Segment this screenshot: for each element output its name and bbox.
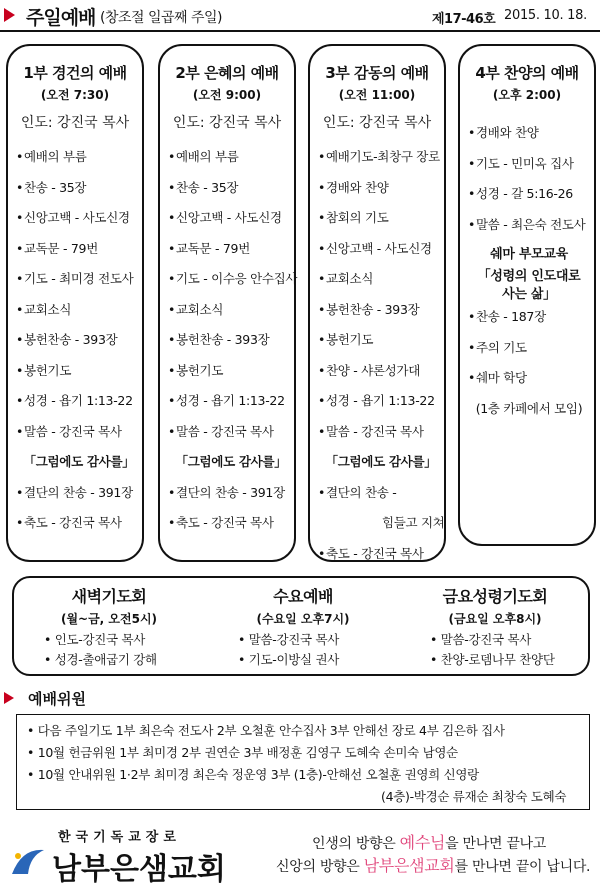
order-item-text: 교회소식: [24, 301, 72, 317]
order-item: [318, 392, 440, 423]
bullet-icon: •: [318, 179, 326, 195]
midweek-dawn-prayer: [14, 578, 204, 674]
order-item-text: 교회소식: [326, 271, 374, 286]
midweek-items: [238, 630, 339, 670]
bullet-icon: •: [16, 362, 24, 378]
order-item: [168, 240, 290, 271]
order-item: [168, 484, 290, 515]
bullet-icon: •: [168, 271, 176, 286]
bullet-icon: •: [238, 632, 249, 647]
order-item-text: 기도 - 최미경 전도사: [24, 271, 134, 286]
bullet-icon: •: [318, 362, 326, 378]
church-mark-icon: [8, 844, 48, 878]
order-item-text: 예배의 부름: [24, 149, 87, 164]
order-item-text: 교독문 - 79번: [176, 240, 250, 256]
order-item: [318, 484, 440, 515]
order-item-text: 교회소식: [176, 301, 224, 317]
order-item: [16, 179, 138, 210]
order-item: [168, 392, 290, 423]
ushers-title: 예배위원: [28, 690, 86, 708]
bullet-icon: •: [44, 632, 55, 647]
bullet-icon: •: [44, 652, 55, 667]
sermon-title: [468, 286, 590, 308]
bullet-icon: •: [16, 484, 24, 500]
midweek-time: (수요일 오후7시): [256, 612, 350, 626]
order-item-text: 예배의 부름: [176, 149, 239, 164]
ushers-row-prayer: • 다음 주일기도 1부 최은숙 전도사 2부 오철훈 안수집사 3부 안해선 장로 4부 김은하 집사: [27, 723, 505, 738]
order-item: [318, 331, 440, 362]
order-item-text: 「성령의 인도대로: [477, 269, 581, 284]
service-time: (오전 9:00): [192, 88, 262, 102]
motto-highlight-jesus: 예수님: [399, 833, 446, 852]
ushers-row-guide: • 10월 안내위원 1·2부 최미경 최은숙 정운영 3부 (1층)-안해선 오철훈 권영희 신영랑: [27, 767, 479, 782]
sermon-title: [16, 453, 138, 484]
order-item: [318, 301, 440, 332]
order-item-text: 봉헌찬송 - 393장: [326, 301, 420, 317]
order-item: [468, 216, 590, 247]
order-item-text: 봉헌기도: [24, 362, 72, 378]
order-item-text: 말씀 - 강진국 목사: [326, 423, 424, 439]
bullet-icon: •: [168, 179, 176, 195]
order-item-text: 「그럼에도 감사를」: [325, 454, 437, 469]
service-order-list: [168, 148, 298, 545]
ushers-row-guide-4f: (4층)-박경순 류재순 최창숙 도혜숙: [381, 789, 567, 804]
order-item: [16, 209, 138, 240]
midweek-item-text: 인도-강진국 목사: [54, 632, 146, 647]
midweek-name: 새벽기도회: [71, 587, 147, 606]
service-leader: 인도: 강진국 목사: [322, 115, 432, 131]
order-item-text: 기도 - 민미옥 집사: [476, 155, 574, 171]
order-item-text: 봉헌기도: [176, 362, 224, 378]
midweek-item-text: 말씀-강진국 목사: [248, 632, 340, 647]
bullet-icon: •: [16, 301, 24, 317]
order-item-text: 찬양 - 샤론성가대: [326, 362, 420, 378]
midweek-name: 금요성령기도회: [442, 587, 548, 606]
bullet-icon: •: [468, 186, 476, 201]
bullet-icon: •: [430, 652, 441, 667]
midweek-items: [430, 630, 555, 670]
order-item: [318, 423, 440, 454]
order-item: [16, 240, 138, 271]
bullet-icon: •: [318, 393, 326, 408]
order-item-text: 성경 - 욥기 1:13-22: [326, 393, 435, 408]
bulletin-header: [0, 0, 600, 30]
order-item-text: 쉐마 학당: [476, 370, 527, 385]
page-title: 주일예배: [26, 7, 96, 29]
order-item-text: 봉헌찬송 - 393장: [176, 332, 270, 347]
order-item-text: 봉헌찬송 - 393장: [24, 332, 118, 347]
service-order-list: [318, 148, 445, 575]
order-item: [468, 369, 590, 400]
order-item: [468, 124, 590, 155]
bullet-icon: •: [318, 210, 326, 225]
bullet-icon: •: [318, 484, 326, 500]
service-name: 1부 경건의 예배: [23, 64, 127, 82]
order-item: [16, 301, 138, 332]
service-time: (오후 2:00): [492, 88, 562, 102]
ushers-row-offering: • 10월 헌금위원 1부 최미경 2부 권연순 3부 배정훈 김영구 도혜숙 손미숙 남영순: [27, 745, 458, 760]
bullet-icon: •: [16, 393, 24, 408]
order-item-text: 찬송 - 35장: [24, 179, 87, 195]
sermon-title: [468, 246, 590, 268]
midweek-item-text: 기도-이방실 권사: [248, 652, 340, 667]
order-item-text: 신앙고백 - 사도신경: [176, 210, 282, 225]
order-item-text: 성경 - 욥기 1:13-22: [176, 393, 285, 408]
order-item-text: 사는 삶」: [502, 287, 556, 302]
order-item-text: 기도 - 이수응 안수집사: [176, 271, 298, 286]
ushers-box: [16, 714, 590, 810]
midweek-time: (월~금, 오전5시): [60, 612, 158, 626]
bullet-icon: •: [238, 652, 249, 667]
bullet-icon: •: [468, 339, 476, 355]
service-leader: 인도: 강진국 목사: [20, 115, 130, 131]
bullet-icon: •: [318, 545, 326, 561]
order-item-text: 주의 기도: [476, 339, 527, 355]
service-name: 3부 감동의 예배: [325, 64, 429, 82]
bullet-icon: •: [318, 149, 326, 164]
order-item: [318, 148, 440, 179]
order-item: [168, 209, 290, 240]
bullet-icon: •: [16, 149, 24, 164]
bullet-icon: •: [16, 240, 24, 256]
service-time: (오전 7:30): [40, 88, 110, 102]
order-item-text: 축도 - 강진국 목사: [176, 515, 274, 530]
order-item-text: 경배와 찬양: [326, 179, 389, 195]
header-rule: [0, 30, 600, 32]
order-item-text: 결단의 찬송 -: [326, 484, 397, 500]
bullet-icon: •: [16, 271, 24, 286]
bullet-icon: •: [430, 632, 441, 647]
bullet-icon: •: [16, 423, 24, 439]
bullet-icon: •: [168, 301, 176, 317]
midweek-item: [238, 630, 339, 650]
bullet-icon: •: [468, 125, 476, 140]
midweek-name: 수요예배: [273, 587, 333, 606]
midweek-item-text: 말씀-강진국 목사: [440, 632, 532, 647]
midweek-items: [44, 630, 157, 670]
midweek-friday-prayer: [400, 578, 590, 674]
order-item-text: 힘들고 지쳐: [382, 515, 445, 530]
order-item: [16, 362, 138, 393]
order-item-text: 쉐마 부모교육: [490, 247, 568, 262]
midweek-services-box: [12, 576, 590, 676]
church-motto: [262, 832, 594, 878]
bullet-icon: •: [168, 515, 176, 530]
order-item: [468, 185, 590, 216]
bullet-icon: •: [318, 240, 326, 256]
order-item-text: 신앙고백 - 사도신경: [24, 210, 130, 225]
service-order-list: [16, 148, 138, 545]
order-item-text: 교독문 - 79번: [24, 240, 98, 256]
order-item-text: 성경 - 갈 5:16-26: [476, 186, 573, 201]
triangle-bullet-icon: [4, 8, 15, 22]
bullet-icon: •: [16, 210, 24, 225]
order-item: [168, 423, 290, 454]
order-item: [468, 400, 590, 431]
midweek-time: (금요일 오후8시): [448, 612, 542, 626]
denomination-label: 한국기독교장로: [58, 830, 181, 845]
order-item: [168, 362, 290, 393]
triangle-bullet-icon: [4, 692, 14, 704]
order-item: [16, 392, 138, 423]
service-name: 2부 은혜의 예배: [175, 64, 279, 82]
midweek-item: [44, 630, 157, 650]
order-item-text: 「그럼에도 감사를」: [175, 454, 287, 469]
service-box-4: [458, 44, 596, 546]
order-item-text: 결단의 찬송 - 391장: [176, 484, 285, 500]
service-order-list: [468, 124, 590, 430]
order-item-text: 말씀 - 최은숙 전도사: [476, 216, 586, 232]
service-time: (오전 11:00): [338, 88, 416, 102]
midweek-item-text: 찬양-로뎀나무 찬양단: [440, 652, 555, 667]
order-item: [168, 179, 290, 210]
motto-line-2: 신앙의 방향은 남부은샘교회를 만나면 끝이 납니다.: [276, 856, 591, 875]
church-logo: [6, 822, 246, 887]
order-item: [468, 308, 590, 339]
order-item-text: 말씀 - 강진국 목사: [24, 423, 122, 439]
midweek-item-text: 성경-출애굽기 강해: [54, 652, 157, 667]
service-box-2: [158, 44, 296, 562]
order-item: [16, 514, 138, 545]
order-item: [318, 179, 440, 210]
bullet-icon: •: [168, 240, 176, 256]
bullet-icon: •: [468, 309, 476, 324]
church-name: 남부은샘교회: [52, 852, 226, 887]
service-box-1: [6, 44, 144, 562]
order-item: [318, 514, 445, 545]
bullet-icon: •: [318, 332, 326, 347]
sermon-title: [468, 268, 590, 286]
order-item: [318, 240, 440, 271]
service-name: 4부 찬양의 예배: [475, 64, 579, 82]
issue-date: 2015. 10. 18.: [504, 8, 587, 23]
order-item: [16, 423, 138, 454]
order-item: [16, 484, 138, 515]
order-item: [318, 209, 440, 240]
order-item-text: 성경 - 욥기 1:13-22: [24, 393, 133, 408]
order-item-text: 신앙고백 - 사도신경: [326, 240, 432, 256]
bullet-icon: •: [168, 393, 176, 408]
motto-highlight-church: 남부은샘교회: [363, 856, 455, 875]
order-item-text: 봉헌기도: [326, 332, 374, 347]
order-item: [168, 301, 290, 332]
bullet-icon: •: [168, 149, 176, 164]
order-item-text: 말씀 - 강진국 목사: [176, 423, 274, 439]
order-item: [318, 270, 440, 301]
sermon-title: [168, 453, 290, 484]
order-item-text: 참회의 기도: [326, 210, 389, 225]
bullet-icon: •: [468, 216, 476, 232]
bullet-icon: •: [168, 332, 176, 347]
midweek-item: [430, 650, 555, 670]
bullet-icon: •: [318, 271, 326, 286]
bullet-icon: •: [318, 301, 326, 317]
motto-line-1: 인생의 방향은 예수님을 만나면 끝나고: [312, 833, 546, 852]
order-item-text: 예배기도-최창구 장로: [326, 149, 440, 164]
bullet-icon: •: [16, 332, 24, 347]
midweek-item: [430, 630, 555, 650]
service-box-3: [308, 44, 446, 562]
order-item-text: 찬송 - 187장: [476, 309, 546, 324]
order-item: [16, 148, 138, 179]
bullet-icon: •: [168, 423, 176, 439]
issue-number: 제17-46호: [432, 12, 496, 27]
bullet-icon: •: [168, 210, 176, 225]
bullet-icon: •: [168, 484, 176, 500]
bullet-icon: •: [468, 370, 476, 385]
midweek-item: [238, 650, 339, 670]
order-item: [16, 331, 138, 362]
order-item-text: (1층 카페에서 모임): [475, 400, 583, 416]
bullet-icon: •: [16, 515, 24, 530]
order-item-text: 축도 - 강진국 목사: [24, 515, 122, 530]
order-item: [168, 148, 290, 179]
bullet-icon: •: [318, 423, 326, 439]
bullet-icon: •: [468, 155, 476, 171]
order-item: [318, 545, 440, 576]
page-subtitle: (창조절 일곱째 주일): [100, 10, 223, 26]
order-item-text: 결단의 찬송 - 391장: [24, 484, 133, 500]
order-item-text: 경배와 찬양: [476, 125, 539, 140]
order-item: [318, 362, 440, 393]
order-item: [168, 331, 290, 362]
order-item: [168, 514, 290, 545]
sermon-title: [318, 453, 440, 484]
bullet-icon: •: [168, 362, 176, 378]
midweek-item: [44, 650, 157, 670]
order-item-text: 「그럼에도 감사를」: [23, 454, 135, 469]
order-item: [468, 339, 590, 370]
order-item-text: 축도 - 강진국 목사: [326, 545, 424, 561]
order-item: [168, 270, 298, 301]
order-item: [16, 270, 138, 301]
ushers-section-header: [4, 688, 304, 708]
order-item: [468, 155, 590, 186]
service-leader: 인도: 강진국 목사: [172, 115, 282, 131]
bullet-icon: •: [16, 179, 24, 195]
order-item-text: 찬송 - 35장: [176, 179, 239, 195]
midweek-wednesday-service: [208, 578, 398, 674]
